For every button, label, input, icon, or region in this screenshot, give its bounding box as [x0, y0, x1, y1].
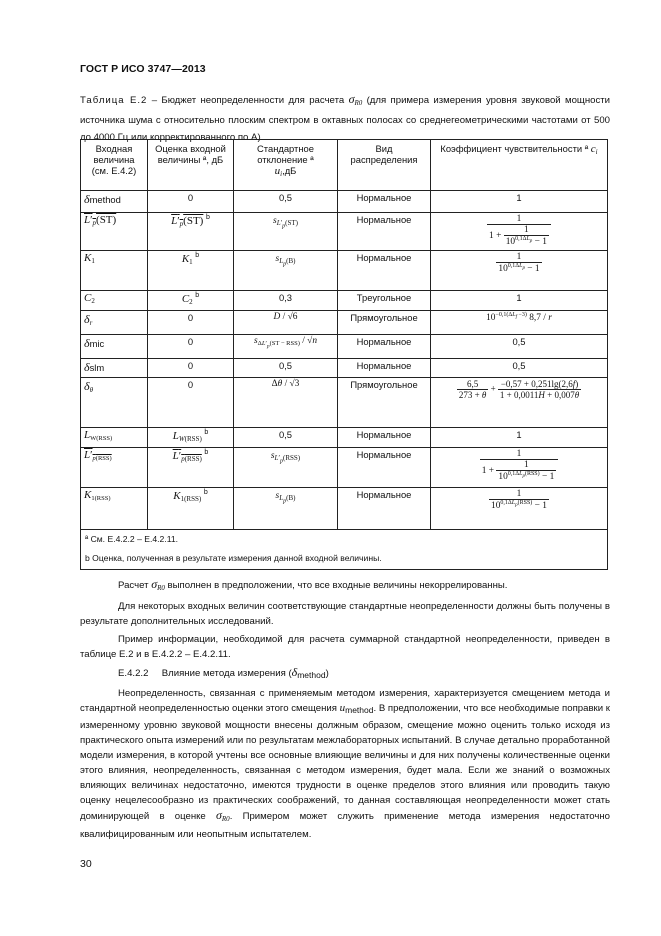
- table-row: [81, 378, 608, 428]
- row-estimate: $K_{1(RSS)}$ $^b$: [148, 488, 234, 530]
- header-coef-text: Коэффициент чувствительности ª: [440, 143, 589, 154]
- row-coefficient: 0,5: [431, 359, 608, 378]
- row-estimate: $K_1$ $^b$: [148, 251, 234, 291]
- row-stddev: 0,5: [234, 428, 338, 448]
- row-distribution: Нормальное: [338, 448, 431, 488]
- row-distribution: Прямоугольное: [338, 311, 431, 335]
- row-distribution: Нормальное: [338, 251, 431, 291]
- row-quantity: $C_2$: [81, 291, 148, 311]
- caption-label: Таблица Е.2: [80, 95, 148, 106]
- row-stddev: 0,3: [234, 291, 338, 311]
- row-distribution: Нормальное: [338, 488, 431, 530]
- header-coef-symbol: c: [590, 143, 596, 155]
- header-stddev-sub: i: [280, 170, 283, 178]
- row-quantity: $K_1$: [81, 251, 148, 291]
- row-coefficient: 1: [431, 191, 608, 213]
- row-stddev: 0,5: [234, 191, 338, 213]
- row-estimate: 0: [148, 335, 234, 359]
- header-estimate: Оценка входной величины ª, дБ: [148, 140, 234, 191]
- row-coefficient: 0,5: [431, 335, 608, 359]
- caption-sigma-sub: R0: [354, 99, 363, 107]
- row-distribution: Нормальное: [338, 428, 431, 448]
- row-estimate: $L'_p(ST)$ $^b$: [148, 213, 234, 251]
- row-quantity: LW(RSS): [81, 428, 148, 448]
- row-estimate: 0: [148, 359, 234, 378]
- header-coef-sub: i: [595, 148, 598, 156]
- paragraph-2: Для некоторых входных величин соответствующие стандартные неопределенности должны быть получены в результате дополнительных исследований.: [80, 601, 610, 627]
- row-stddev: D / √6: [234, 311, 338, 335]
- row-distribution: Нормальное: [338, 335, 431, 359]
- note-a: ª См. Е.4.2.2 – Е.4.2.11.: [85, 534, 179, 544]
- row-stddev: $s_{\Delta L'_p(ST - RSS)} / √n$: [234, 335, 338, 359]
- row-quantity: $\delta_\theta$: [81, 378, 148, 428]
- header-stddev-text: Стандартное отклонение ª: [257, 143, 314, 165]
- section-heading: Е.4.2.2 Влияние метода измерения (δmethod): [118, 665, 329, 680]
- row-coefficient: 1 1 + $\frac{1}{10^{0,1\Delta L_p} - 1}$: [431, 213, 608, 251]
- table-caption: [80, 91, 610, 146]
- row-coefficient: $\frac{1}{10^{0,1\Delta L_p} - 1}$: [431, 251, 608, 291]
- body-text: [80, 577, 610, 842]
- header-distribution: Вид распределения: [338, 140, 431, 191]
- paragraph-1: Расчет $\sigma_{R0}$ выполнен в предположении, что все входные величины некоррелированны.: [118, 577, 508, 592]
- table-row: [81, 213, 608, 251]
- row-quantity: δmic: [81, 335, 148, 359]
- row-estimate: $L_{W(RSS)}$ $^b$: [148, 428, 234, 448]
- table-row: [81, 291, 608, 311]
- table-row: [81, 448, 608, 488]
- table-row: [81, 311, 608, 335]
- table-row: [81, 191, 608, 213]
- row-quantity: L′p(RSS): [81, 448, 148, 488]
- qty-delta-method: method: [89, 194, 121, 205]
- row-estimate: 0: [148, 191, 234, 213]
- uncertainty-budget-table: [80, 139, 608, 570]
- row-quantity: K1(RSS): [81, 488, 148, 530]
- header-stddev-unit: ,дБ: [282, 165, 297, 176]
- table-row: [81, 359, 608, 378]
- row-estimate: 0: [148, 311, 234, 335]
- row-distribution: Треугольное: [338, 291, 431, 311]
- paragraph-4: Неопределенность, связанная с применяемым методом измерения, характеризуется смещением метода и стандартной неопределенностью оценки этого смещения umethod. В предположении, что все необходимые поправки к измеренному уровню звуковой мощности внесены должным образом, смещение можно оценить только исходя из практического опыта измерений или по результатам межлабораторных испытаний. В случае детально проработанной модели измерения, в которой учтены все основные влияющие величины и для них получены количественные оценки этого влияния, неопределенность, связанная с методом измерения, будет мала. Если же знаний о возможных влияющих величинах недостаточно, имеются трудности в оценке пределов этого влияния или проводить такую оценку нецелесообразно из практических соображений, то данная составляющая неопределенности может стать доминирующей в оценке $\sigma_{R0}$. Примером может служить применение метода измерения недостаточно квалифицированным или неопытным испытателем.: [80, 688, 610, 840]
- row-stddev: $s_{L'_p(RSS)}$: [234, 448, 338, 488]
- table-header-row: [81, 140, 608, 191]
- row-coefficient: 1: [431, 291, 608, 311]
- row-estimate: $L'_{p(RSS)}$ $^b$: [148, 448, 234, 488]
- table-row: [81, 335, 608, 359]
- document-header: ГОСТ Р ИСО 3747—2013: [80, 63, 206, 75]
- row-coefficient: 1 1 + $\frac{1}{10^{0,1\Delta L_p(RSS)} - 1}$: [431, 448, 608, 488]
- row-stddev: $s_{L_p(B)}$: [234, 488, 338, 530]
- row-estimate: 0: [148, 378, 234, 428]
- table-row: [81, 251, 608, 291]
- header-stddev: [234, 140, 338, 191]
- header-stddev-symbol: u: [274, 165, 281, 177]
- row-quantity: δslm: [81, 359, 148, 378]
- caption-sigma: σ: [348, 92, 355, 106]
- caption-text-after: (для примера измерения уровня звуковой мощности источника шума с относительно плоским спектром в октавных полосах со среднегеометрическими частотами от 500 до 4000 Гц или корректированного по А): [80, 95, 611, 143]
- page-number: 30: [80, 858, 92, 870]
- row-coefficient: $\frac{1}{10^{0,1\Delta L_p(RSS)} - 1}$: [431, 488, 608, 530]
- row-distribution: Нормальное: [338, 191, 431, 213]
- table-notes-row: [81, 530, 608, 570]
- row-distribution: Прямоугольное: [338, 378, 431, 428]
- table-row: [81, 488, 608, 530]
- row-stddev: $s_{L_p(B)}$: [234, 251, 338, 291]
- row-quantity: δmethod: [81, 191, 148, 213]
- row-coefficient: $\frac{6,5}{273 + \theta}$ + $\frac{-0,57 + 0,251\lg(2,6f)}{1 + 0,0011H + 0,007\theta}$: [431, 378, 608, 428]
- header-input: Входная величина (см. Е.4.2): [81, 140, 148, 191]
- header-coefficient: [431, 140, 608, 191]
- row-quantity: $L'_p(ST)$: [81, 213, 148, 251]
- paragraph-3: Пример информации, необходимой для расчета суммарной стандартной неопределенности, приведен в таблице Е.2 и в Е.4.2.2 – Е.4.2.11.: [80, 634, 610, 660]
- table-row: [81, 428, 608, 448]
- row-stddev: 0,5: [234, 359, 338, 378]
- row-distribution: Нормальное: [338, 359, 431, 378]
- note-b: b Оценка, полученная в результате измерения данной входной величины.: [85, 553, 382, 563]
- row-coefficient: $10^{-0,1(\Delta L_f -3)}$ 8,7 / r: [431, 311, 608, 335]
- row-stddev: Δθ / √3: [234, 378, 338, 428]
- row-distribution: Нормальное: [338, 213, 431, 251]
- row-stddev: $s_{L'_p(ST)}$: [234, 213, 338, 251]
- row-quantity: $\delta_r$: [81, 311, 148, 335]
- row-estimate: $C_2$ $^b$: [148, 291, 234, 311]
- caption-text-before: – Бюджет неопределенности для расчета: [147, 95, 349, 106]
- row-coefficient: 1: [431, 428, 608, 448]
